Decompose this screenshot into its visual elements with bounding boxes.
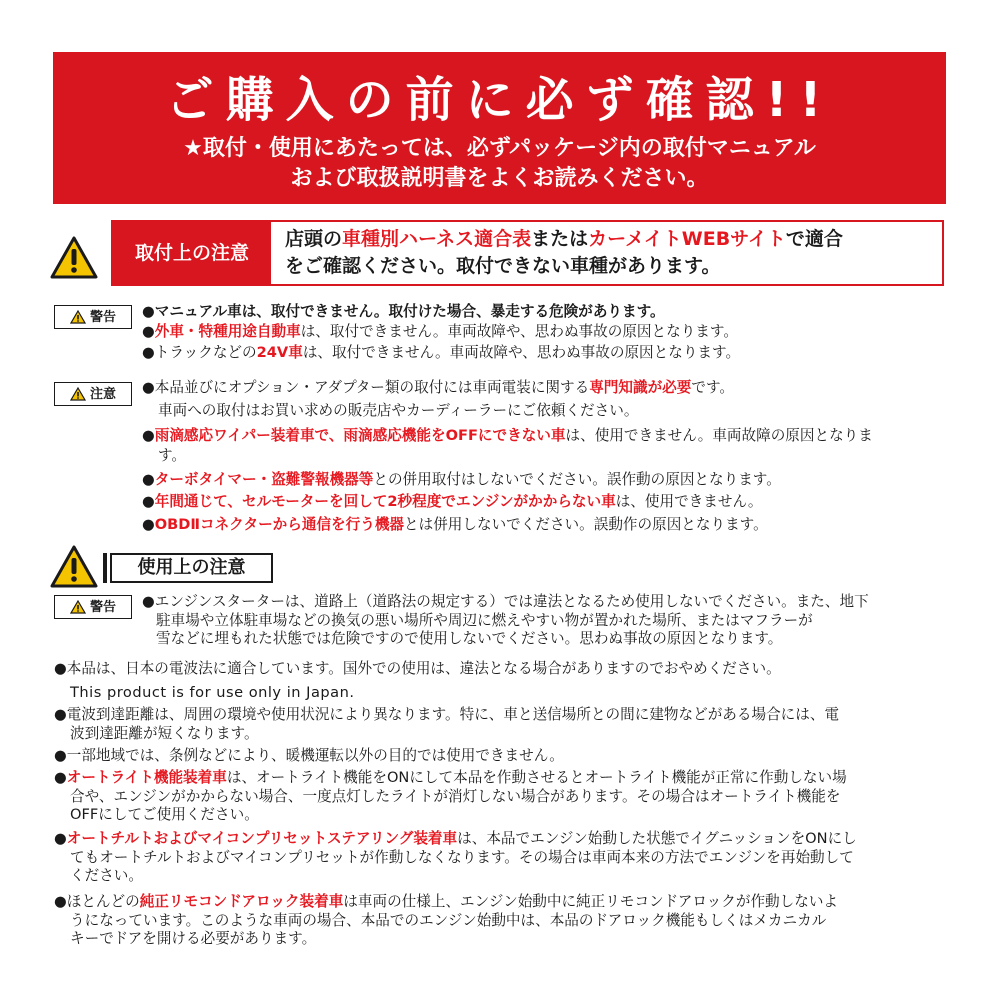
usage-line: ●電波到達距離は、周囲の環境や使用状況により異なります。特に、車と送信場所との間に建物などがある場合には、電 bbox=[54, 706, 840, 723]
warning-item-foreign: ●外車・特種用途自動車は、取付できません。車両故障や、思わぬ事故の原因となります。 bbox=[142, 323, 738, 340]
usage-warning-line: ●エンジンスターターは、道路上（道路法の規定する）では違法となるため使用しないでください。また、地下 bbox=[142, 593, 869, 610]
usage-item-range bbox=[54, 706, 954, 743]
usage-item-radio-law: ●本品は、日本の電波法に適合しています。国外での使用は、違法となる場合がありますのでおやめください。 bbox=[54, 660, 781, 677]
install-text-part: 店頭の bbox=[285, 228, 343, 250]
caution-item-rain-wiper: ●雨滴感応ワイパー装着車で、雨滴感応機能をOFFにできない車は、使用できません。車両故障の原因となりま bbox=[142, 427, 873, 444]
caution-item-starter: ●年間通じて、セルモーターを回して2秒程度でエンジンがかからない車は、使用できません。 bbox=[142, 493, 763, 510]
usage-item-regional: ●一部地域では、条例などにより、暖機運転以外の目的では使用できません。 bbox=[54, 747, 564, 764]
banner-subtitle bbox=[53, 134, 946, 194]
usage-header-bar bbox=[103, 553, 107, 583]
usage-line: 波到達距離が短くなります。 bbox=[70, 724, 259, 742]
warning-triangle-icon bbox=[50, 545, 98, 589]
caution-item-obd: ●OBDⅡコネクターから通信を行う機器とは併用しないでください。誤動作の原因となります。 bbox=[142, 516, 768, 533]
usage-item-japan-only: This product is for use only in Japan. bbox=[70, 684, 355, 701]
usage-line: うになっています。このような車両の場合、本品でのエンジン始動中は、本品のドアロック機能もしくはメカニカル bbox=[70, 911, 827, 929]
carmate-web-link: カーメイトWEBサイト bbox=[588, 228, 786, 250]
caution-tag-label: 注意 bbox=[89, 386, 116, 402]
install-text-part: または bbox=[531, 228, 589, 250]
install-text-part: で適合 bbox=[785, 228, 843, 250]
warning-triangle-icon bbox=[70, 387, 86, 401]
usage-warning-line: 雪などに埋もれた状態では危険ですので使用しないでください。思わぬ事故の原因となります。 bbox=[156, 630, 783, 647]
usage-line: OFFにしてご使用ください。 bbox=[70, 806, 259, 823]
usage-line: ください。 bbox=[70, 867, 143, 884]
install-caution-label: 取付上の注意 bbox=[113, 222, 271, 284]
usage-caution-header: 使用上の注意 bbox=[110, 553, 273, 583]
warning-item-manual: ●マニュアル車は、取付できません。取付けた場合、暴走する危険があります。 bbox=[142, 303, 665, 320]
usage-item-autotilt: ●オートチルトおよびマイコンプリセットステアリング装着車は、本品でエンジン始動した状態でイグニッションをONにし てもオートチルトおよびマイコンプリセットが作動しなくなります。その場合は車両本来の方法でエンジンを再始動して ください。 bbox=[54, 830, 954, 886]
warning-triangle-icon bbox=[70, 600, 86, 614]
caution-tag bbox=[54, 382, 132, 406]
harness-table-link: 車種別ハーネス適合表 bbox=[342, 228, 532, 250]
install-caution-text bbox=[285, 226, 935, 280]
warning-tag bbox=[54, 595, 132, 619]
usage-line: キーでドアを開ける必要があります。 bbox=[70, 930, 317, 947]
usage-line: 合や、エンジンがかからない場合、一度点灯したライトが消灯しない場合があります。その場合はオートライト機能を bbox=[70, 787, 841, 805]
warning-triangle-icon bbox=[70, 310, 86, 324]
banner-subtitle-line2: および取扱説明書をよくお読みください。 bbox=[290, 166, 709, 191]
install-caution-box bbox=[111, 220, 944, 286]
install-text-line2: をご確認ください。取付できない車種があります。 bbox=[285, 255, 721, 277]
usage-warning-line: 駐車場や立体駐車場などの換気の悪い場所や周辺に燃えやすい物が置かれた場所、またはマフラーが bbox=[156, 611, 813, 629]
warning-tag-label: 警告 bbox=[89, 309, 116, 325]
usage-item-remote-lock: ●ほとんどの純正リモコンドアロック装着車は車両の仕様上、エンジン始動中に純正リモコンドアロックが作動しないよ うになっています。このような車両の場合、本品でのエンジン始動中は、本品のドアロック機能もしくはメカニカル キーでドアを開ける必要があります。 bbox=[54, 893, 954, 949]
caution-item-rain-wiper-cont: す。 bbox=[158, 447, 187, 464]
top-banner bbox=[53, 52, 946, 204]
usage-line: てもオートチルトおよびマイコンプリセットが作動しなくなります。その場合は車両本来の方法でエンジンを再始動して bbox=[70, 848, 854, 866]
caution-item-expertise-cont: 車両への取付はお買い求めの販売店やカーディーラーにご依頼ください。 bbox=[158, 402, 639, 419]
caution-item-turbo: ●ターボタイマー・盗難警報機器等との併用取付はしないでください。誤作動の原因となります。 bbox=[142, 471, 781, 488]
banner-subtitle-line1: ★取付・使用にあたっては、必ずパッケージ内の取付マニュアル bbox=[183, 136, 816, 161]
caution-item-expertise: ●本品並びにオプション・アダプター類の取付には車両電装に関する専門知識が必要です。 bbox=[142, 379, 734, 396]
warning-triangle-icon bbox=[50, 236, 98, 280]
warning-tag-label: 警告 bbox=[89, 599, 116, 615]
usage-item-autolight: ●オートライト機能装着車は、オートライト機能をONにして本品を作動させるとオートライト機能が正常に作動しない場 合や、エンジンがかからない場合、一度点灯したライトが消灯しない場合があります。その場合はオートライト機能を OFFにしてご使用ください。 bbox=[54, 769, 954, 825]
warning-tag bbox=[54, 305, 132, 329]
warning-item-24v: ●トラックなどの24V車は、取付できません。車両故障や、思わぬ事故の原因となります。 bbox=[142, 344, 741, 361]
usage-warning-paragraph bbox=[142, 593, 952, 649]
banner-title: ご購入の前に必ず確認!! bbox=[165, 72, 834, 128]
